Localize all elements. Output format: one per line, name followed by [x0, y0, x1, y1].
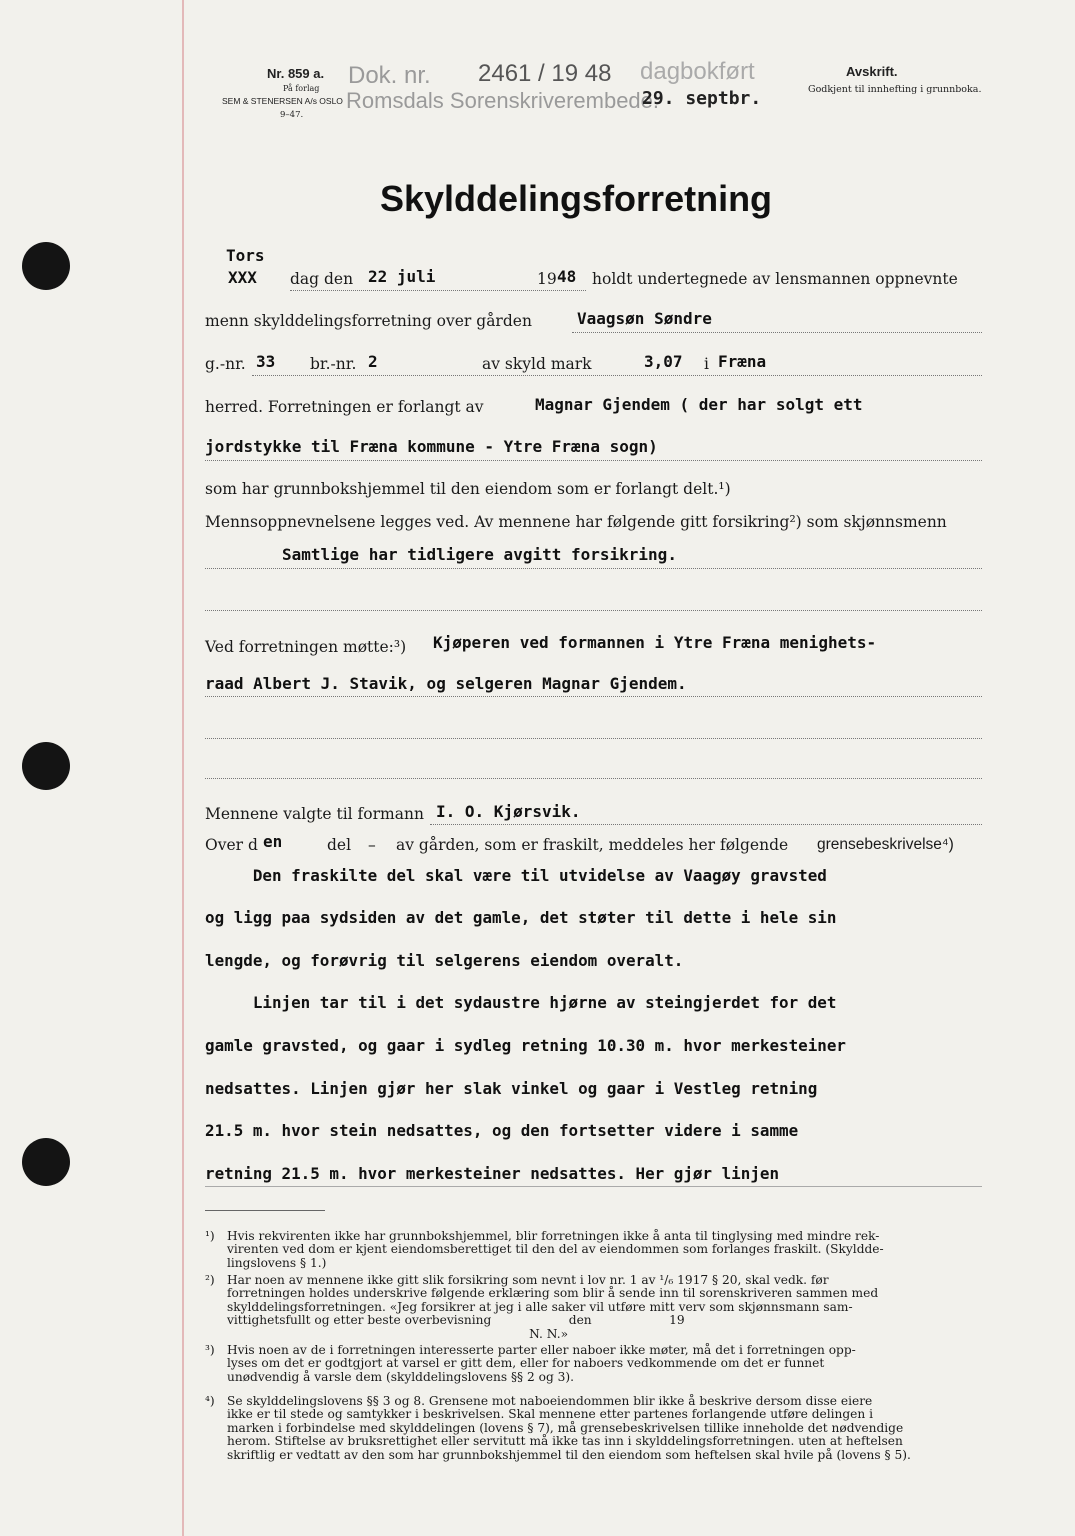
line7-text: Mennsoppnevnelsene legges ved. Av mennene har følgende gitt forsikring²) som skjønnsmenn	[205, 513, 947, 531]
punch-hole	[22, 1138, 70, 1186]
stamp-doc-label: Dok. nr.	[348, 62, 431, 89]
weekday-struck: XXX	[228, 268, 257, 287]
insurance-text: Samtlige har tidligere avgitt forsikring.	[282, 545, 677, 564]
met-label: Ved forretningen møtte:³)	[205, 638, 407, 656]
footnote-separator	[205, 1210, 325, 1211]
del-dash: –	[368, 836, 376, 854]
footnote-number: ⁴)	[205, 1394, 215, 1408]
gnr-label: g.-nr.	[205, 355, 246, 373]
met-text-cont: raad Albert J. Stavik, og selgeren Magnar Gjendem.	[205, 674, 687, 693]
description-line: Den fraskilte del skal være til utvidelse av Vaagøy gravsted	[205, 866, 827, 885]
description-line: lengde, og forøvrig til selgerens eiendom overalt.	[205, 951, 684, 970]
description-line: 21.5 m. hvor stein nedsattes, og den fortsetter videre i samme	[205, 1121, 799, 1140]
weekday-typed: Tors	[226, 246, 265, 265]
year-prefix: 19	[537, 270, 557, 288]
chair-label: Mennene valgte til formann	[205, 805, 424, 823]
footnote-number: ³)	[205, 1343, 215, 1357]
dotted-rule	[205, 460, 982, 461]
dotted-rule	[205, 610, 982, 611]
footnote-line: unødvendig å varsle dem (skylddelingslovens §§ 2 og 3).	[227, 1369, 575, 1384]
footnote-line: marken i forbindelse med skylddelingen (lovens § 7), må grensebeskrivelsen tillike inneholde det nødvendige	[227, 1420, 904, 1435]
footnote-line: lingslovens § 1.)	[227, 1255, 327, 1270]
line1-text: holdt undertegnede av lensmannen oppnevnte	[592, 270, 958, 288]
form-number: Nr. 859 a.	[267, 66, 325, 81]
skyld-value: 3,07	[644, 352, 683, 371]
punch-hole	[22, 742, 70, 790]
gnr-value: 33	[256, 352, 276, 371]
over-label: Over d	[205, 836, 258, 854]
footnote-number: ¹)	[205, 1229, 215, 1243]
footnote-line: virenten ved dom er kjent eiendomsberettiget til den del av eiendommen som forlanges fraskilt. (Skyldde-	[227, 1242, 884, 1257]
line4-text: herred. Forretningen er forlangt av	[205, 398, 484, 416]
boundary-label: grensebeskrivelse⁴)	[817, 836, 954, 853]
footnote-line: N. N.»	[227, 1326, 569, 1341]
description-line: gamle gravsted, og gaar i sydleg retning 10.30 m. hvor merkesteiner	[205, 1036, 846, 1055]
description-line: nedsattes. Linjen gjør her slak vinkel og gaar i Vestleg retning	[205, 1079, 818, 1098]
printer-year: 9–47.	[280, 110, 304, 120]
dotted-rule	[252, 375, 982, 376]
i-label: i	[704, 355, 709, 373]
description-line: retning 21.5 m. hvor merkesteiner nedsattes. Her gjør linjen	[205, 1164, 780, 1183]
municipality: Fræna	[718, 352, 767, 371]
dotted-rule	[205, 696, 982, 697]
footnote-number: ²)	[205, 1273, 215, 1287]
description-line: og ligg paa sydsiden av det gamle, det støter til dette i hele sin	[205, 908, 837, 927]
requester: Magnar Gjendem ( der har solgt ett	[535, 395, 863, 414]
bnr-value: 2	[368, 352, 378, 371]
line2-text: menn skylddelingsforretning over gården	[205, 312, 532, 330]
stamp-doc-number: 2461 / 19 48	[478, 60, 612, 87]
dotted-rule	[430, 824, 982, 825]
footnote-line: forretningen holdes underskrive følgende erklæring som blir å sende inn til sorenskriveren sammen med	[227, 1286, 879, 1301]
chair-name: I. O. Kjørsvik.	[436, 802, 581, 821]
dotted-rule	[205, 568, 982, 569]
date-value: 22 juli	[368, 267, 436, 286]
footnote-line: skylddelingsforretningen. «Jeg forsikrer at jeg i alle saker vil utføre mitt verv som skjønnsmann sam-	[227, 1299, 853, 1314]
line6-text: som har grunnbokshjemmel til den eiendom som er forlangt delt.¹)	[205, 480, 731, 498]
approved-note: Godkjent til innhefting i grunnboka.	[808, 84, 982, 95]
bnr-label: br.-nr.	[310, 355, 357, 373]
document-title: Skylddelingsforretning	[380, 178, 773, 219]
farm-name: Vaagsøn Søndre	[577, 309, 712, 328]
over-text: av gården, som er fraskilt, meddeles her følgende	[396, 836, 789, 854]
footnote-line: ikke er til stede og samtykker i beskrivelsen. Skal mennene etter partenes forlangende utføre delingen i	[227, 1407, 873, 1422]
dotted-rule	[572, 332, 982, 333]
printer-name: SEM & STENERSEN A/s OSLO	[222, 96, 343, 106]
margin-line	[182, 0, 184, 1536]
skyld-label: av skyld mark	[482, 355, 592, 373]
printer-line: På forlag	[283, 84, 320, 93]
met-text: Kjøperen ved formannen i Ytre Fræna menighets-	[433, 633, 877, 652]
footnote-line: Se skylddelingslovens §§ 3 og 8. Grensene mot naboeiendommen blir ikke å beskrive dersom disse eiere	[227, 1394, 873, 1408]
over-typed: en	[263, 832, 283, 851]
footnote-line: herom. Stiftelse av bruksrettighet eller servitutt må ikke tas inn i skylddelingsforretningen. uten at heftelsen	[227, 1434, 903, 1449]
avskrift-label: Avskrift.	[846, 64, 898, 79]
dotted-rule	[290, 290, 586, 291]
dotted-rule	[205, 1186, 982, 1187]
year-value: 48	[557, 267, 577, 286]
stamp-date: 29. septbr.	[642, 88, 762, 109]
dotted-rule	[205, 778, 982, 779]
footnote-line: vittighetsfullt og etter beste overbevisning den 19	[227, 1313, 685, 1328]
requester-cont: jordstykke til Fræna kommune - Ytre Fræna sogn)	[205, 437, 658, 456]
dotted-rule	[205, 738, 982, 739]
del-label: del	[327, 836, 352, 854]
day-prefix: dag den	[290, 270, 354, 288]
stamp-court: Romsdals Sorenskriverembede.	[346, 88, 660, 113]
footnote-line: skriftlig er vedtatt av den som har grunnbokshjemmel til den eiendom som heftelsen skal hvile på (lovens § 5).	[227, 1447, 911, 1462]
footnote-line: lyses om det er godtgjort at varsel er gitt dem, eller for naboers vedkommende om det er funnet	[227, 1356, 825, 1371]
stamp-dagbokfort: dagbokført	[640, 58, 755, 85]
footnote-line: Hvis noen av de i forretningen interesserte parter eller naboer ikke møter, må det i forretningen opp-	[227, 1343, 856, 1357]
footnote-line: Hvis rekvirenten ikke har grunnbokshjemmel, blir forretningen ikke å anta til tinglysing med mindre rek-	[227, 1229, 880, 1243]
footnote-line: Har noen av mennene ikke gitt slik forsikring som nevnt i lov nr. 1 av ¹/₆ 1917 § 20, skal vedk. før	[227, 1273, 829, 1287]
punch-hole	[22, 242, 70, 290]
description-line: Linjen tar til i det sydaustre hjørne av steingjerdet for det	[205, 993, 837, 1012]
